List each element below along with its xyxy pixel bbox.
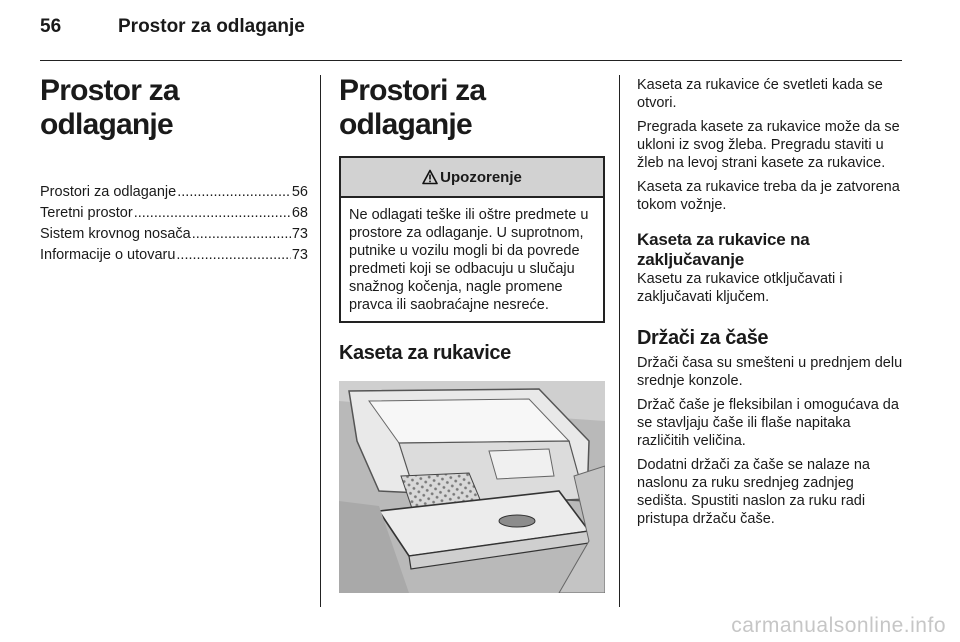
toc-entry[interactable]	[40, 245, 308, 266]
toc-leader-dots	[176, 245, 290, 266]
toc-entry[interactable]	[40, 203, 308, 224]
toc-leader-dots	[134, 203, 291, 224]
toc-entry-page: 68	[291, 205, 308, 221]
toc-entry-title: Prostori za odlaganje	[40, 184, 177, 200]
right-column	[637, 76, 905, 528]
glovebox-light-text: Kaseta za rukavice će svetleti kada se otvori.	[637, 77, 883, 111]
toc-entry-page: 56	[291, 184, 308, 200]
running-header-title: Prostor za odlaganje	[118, 16, 305, 37]
toc-entry[interactable]	[40, 182, 308, 203]
warning-header	[341, 158, 603, 198]
toc-entry-page: 73	[291, 226, 308, 242]
cupholders-rear-text: Dodatni držači za čaše se nalaze na naslonu za ruku srednjeg zadnjeg sedišta. Spustiti naslon za ruku radi pristupa držaču čaše.	[637, 457, 870, 527]
glovebox-illustration	[339, 381, 605, 593]
warning-title: Upozorenje	[440, 168, 522, 186]
toc-entry-title: Teretni prostor	[40, 205, 133, 221]
glovebox-divider-text: Pregrada kasete za rukavice može da se ukloni iz svog žleba. Pregradu staviti u žleb na levoj strani kasete za rukavice.	[637, 119, 900, 171]
warning-triangle-icon	[422, 169, 438, 185]
glovebox-heading: Kaseta za rukavice	[339, 342, 511, 364]
page-number: 56	[40, 16, 62, 37]
toc-entry-title: Sistem krovnog nosača	[40, 226, 191, 242]
left-column	[40, 74, 308, 266]
watermark: carmanualsonline.info	[731, 614, 946, 637]
toc-leader-dots	[177, 182, 291, 203]
lockable-glovebox-heading: Kaseta za rukavice na zaključavanje	[637, 230, 810, 269]
middle-column	[339, 74, 605, 593]
glovebox-closed-text: Kaseta za rukavice treba da je zatvorena tokom vožnje.	[637, 179, 900, 213]
cupholders-flexible-text: Držač čaše je fleksibilan i omogućava da se stavljaju čaše ili flaše napitaka različitih veličina.	[637, 397, 899, 449]
toc-entry-page: 73	[291, 247, 308, 263]
warning-box	[339, 156, 605, 323]
cupholders-location-text: Držači časa su smešteni u prednjem delu srednje konzole.	[637, 355, 903, 389]
table-of-contents	[40, 182, 308, 266]
column-divider-right	[619, 75, 620, 607]
warning-text: Ne odlagati teške ili oštre predmete u prostore za odlaganje. U suprotnom, putnike u vozilu mogli bi da povrede predmeti koji se odbacuju u slučaju snažnog kočenja, nagle promene pravca ili saobraćajne nesreće.	[349, 207, 589, 313]
lockable-glovebox-text: Kasetu za rukavice otključavati i zaključavati ključem.	[637, 271, 843, 305]
section-heading: Prostori za odlaganje	[339, 74, 486, 141]
toc-entry-title: Informacije o utovaru	[40, 247, 176, 263]
chapter-heading: Prostor za odlaganje	[40, 74, 179, 141]
header-rule	[40, 60, 902, 61]
toc-entry[interactable]	[40, 224, 308, 245]
toc-leader-dots	[192, 224, 291, 245]
cupholders-heading: Držači za čaše	[637, 327, 769, 349]
column-divider-left	[320, 75, 321, 607]
